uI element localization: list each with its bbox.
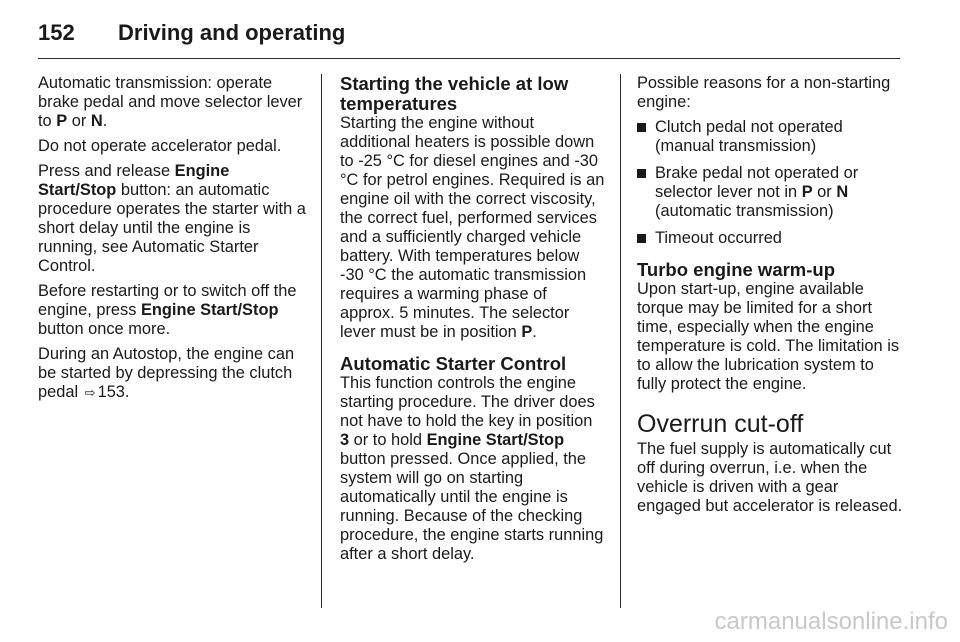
column-divider-2 xyxy=(620,74,621,608)
bullet-square-icon xyxy=(637,234,646,243)
paragraph-autostop: During an Autostop, the engine can be started by depressing the clutch pedal ⇨ 153. xyxy=(38,345,295,401)
paragraph-turbo-warm-up: Upon start-up, engine available torque may be limited for a short time, especially when the engine temperature is cold. The limitation is to allow the lubrication system to fully protect the engine. xyxy=(637,280,900,393)
paragraph-automatic-starter-control: This function controls the engine starting procedure. The driver does not have to hold the key in position 3 or to hold Engine Start/Stop button pressed. Once applied, the system will go on starting automatically until the engine is running. Because of the checking procedure, the engine starts running after a short delay. xyxy=(340,374,604,563)
list-item: Clutch pedal not operated (manual transmission) xyxy=(637,118,903,156)
page-header xyxy=(38,18,918,48)
heading-automatic-starter-control: Automatic Starter Control xyxy=(340,353,567,374)
reasons-list xyxy=(637,118,903,248)
column-divider-1 xyxy=(321,74,322,608)
page-number: 152 xyxy=(38,20,75,45)
bullet-square-icon xyxy=(637,169,646,178)
paragraph-overrun-cut-off: The fuel supply is automatically cut off during overrun, i.e. when the vehicle is driven with a gear engaged but accelerator is released. xyxy=(637,440,903,515)
column-3 xyxy=(637,74,903,522)
paragraph-reasons: Possible reasons for a non-starting engine: xyxy=(637,74,891,111)
paragraph-restart: Before restarting or to switch off the engine, press Engine Start/Stop button once more. xyxy=(38,282,297,338)
heading-turbo-warm-up: Turbo engine warm-up xyxy=(637,259,836,280)
header-rule xyxy=(38,58,900,59)
column-1 xyxy=(38,74,310,408)
paragraph-transmission: Automatic transmission: operate brake pedal and move selector lever to P or N. xyxy=(38,74,303,130)
page-reference-link[interactable]: 153. xyxy=(97,383,130,401)
paragraph-low-temperatures: Starting the engine without additional heaters is possible down to -25 °C for diesel engines and -30 °C for petrol engines. Required is an engine oil with the correct viscosity, the correct fuel, performed services and a sufficiently charged vehicle battery. With temperatures below -30 °C the automatic transmission requires a warming phase of approx. 5 minutes. The selector lever must be in position P. xyxy=(340,114,605,341)
section-title: Driving and operating xyxy=(118,20,346,45)
page-reference-arrow-icon: ⇨ xyxy=(84,385,96,400)
list-item: Brake pedal not operated or selector lever not in P or N (automatic transmission) xyxy=(637,164,903,221)
heading-low-temperatures: Starting the vehicle at low temperatures xyxy=(340,73,569,114)
column-2 xyxy=(340,74,606,570)
watermark: carmanualsonline.info xyxy=(714,608,948,635)
bullet-square-icon xyxy=(637,123,646,132)
list-item: Timeout occurred xyxy=(637,229,903,248)
heading-overrun-cut-off: Overrun cut-off xyxy=(637,410,804,438)
paragraph-accelerator: Do not operate accelerator pedal. xyxy=(38,137,282,155)
paragraph-press-release: Press and release Engine Start/Stop button: an automatic procedure operates the starter with a short delay until the engine is running, see Automatic Starter Control. xyxy=(38,162,306,275)
